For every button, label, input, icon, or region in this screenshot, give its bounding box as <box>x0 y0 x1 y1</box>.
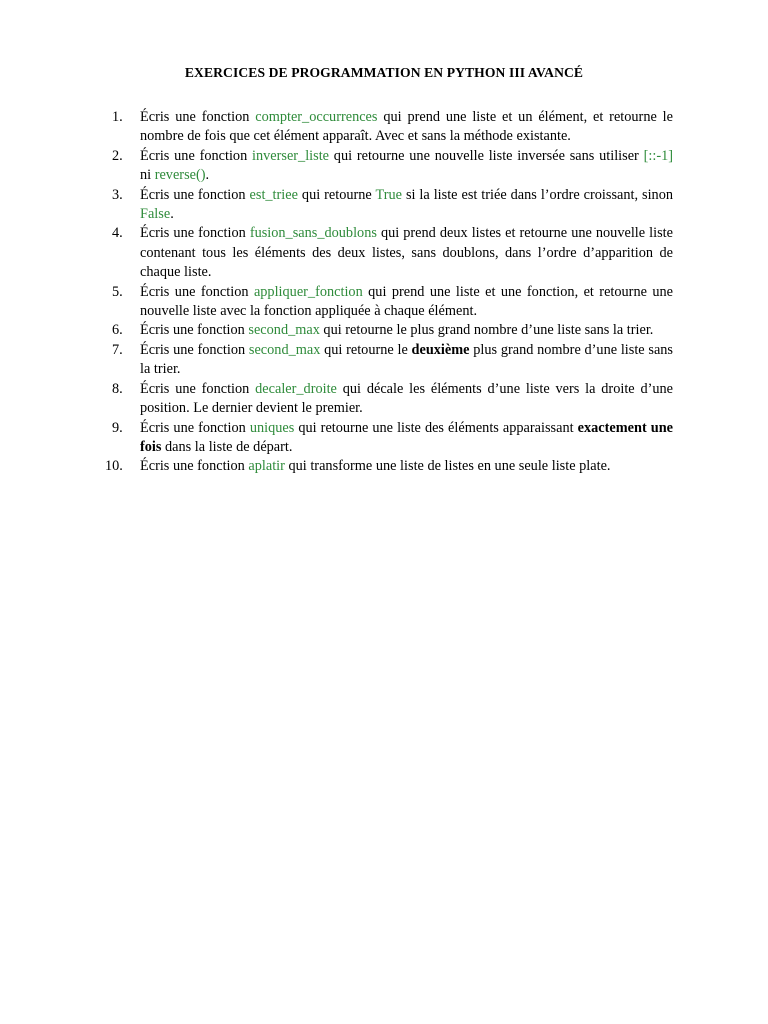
item-text: Écris une fonction <box>140 341 249 358</box>
exercise-item-5 <box>112 283 673 322</box>
function-name: aplatir <box>248 458 285 475</box>
exercise-item-6 <box>112 321 673 340</box>
code-snippet: [::-1] <box>643 147 673 164</box>
item-text: ni <box>140 167 155 184</box>
item-text: qui prend deux listes et retourne une nouvelle liste contenant tous les éléments des deux listes, sans doublons, dans l’ordre d’apparition de chaque liste. <box>140 225 673 281</box>
item-text: qui prend une liste et un élément, et retourne le nombre de fois que cet élément apparaît. Avec et sans la méthode existante. <box>140 109 673 145</box>
function-name: fusion_sans_doublons <box>249 225 377 242</box>
item-text: Écris une fonction <box>140 147 252 164</box>
exercise-item-4 <box>112 224 673 282</box>
item-number: 1. <box>112 109 123 125</box>
item-text: . <box>205 167 210 184</box>
function-name: decaler_droite <box>255 380 337 397</box>
item-number: 4. <box>112 225 123 242</box>
item-text: qui retourne le plus grand nombre d’une liste sans la trier. <box>319 322 654 339</box>
item-number: 9. <box>112 419 123 436</box>
code-snippet: reverse() <box>154 167 206 184</box>
item-number: 2. <box>112 147 123 164</box>
function-name: second_max <box>248 322 320 339</box>
item-text: Écris une fonction <box>140 283 254 300</box>
item-text: qui retourne <box>297 186 376 203</box>
exercise-item-2 <box>112 147 673 186</box>
item-number: 10. <box>105 458 123 475</box>
item-number: 6. <box>112 322 123 339</box>
exercise-list <box>105 108 674 477</box>
item-text: Écris une fonction <box>140 186 250 203</box>
item-text: dans la liste de départ. <box>161 438 293 455</box>
code-snippet: True <box>375 186 402 203</box>
item-text: qui retourne une nouvelle liste inversée sans utiliser <box>329 147 644 164</box>
item-text: Écris une fonction <box>140 419 250 436</box>
item-text: plus grand nombre d’une liste sans la trier. <box>140 341 673 378</box>
item-text: qui décale les éléments d’une liste vers la droite d’une position. Le dernier devient le premier. <box>140 380 674 417</box>
exercise-item-10 <box>105 457 673 476</box>
document-title: EXERCICES DE PROGRAMMATION EN PYTHON III AVANCÉ <box>184 65 584 80</box>
exercise-item-7 <box>112 341 673 380</box>
function-name: inverser_liste <box>252 147 330 164</box>
exercise-item-3 <box>112 186 674 225</box>
item-text: . <box>170 206 174 223</box>
item-text: Écris une fonction <box>140 109 256 125</box>
function-name: second_max <box>248 341 321 358</box>
emphasis-text: deuxième <box>411 341 470 358</box>
item-text: qui retourne une liste des éléments apparaissant <box>294 419 578 436</box>
exercise-item-1 <box>112 108 673 147</box>
function-name: compter_occurrences <box>255 109 378 125</box>
item-text: Écris une fonction <box>140 458 249 475</box>
code-snippet: False <box>140 206 171 223</box>
function-name: appliquer_fonction <box>253 283 363 300</box>
item-text: Écris une fonction <box>140 322 249 339</box>
item-text: qui transforme une liste de listes en une seule liste plate. <box>284 458 611 475</box>
item-text: qui prend une liste et une fonction, et retourne une nouvelle liste avec la fonction appliquée à chaque élément. <box>140 283 673 320</box>
item-number: 5. <box>112 283 123 300</box>
function-name: est_triee <box>249 186 298 203</box>
item-number: 3. <box>112 186 123 203</box>
item-text: qui retourne le <box>320 341 412 358</box>
emphasis-text: exactement une fois <box>140 419 674 455</box>
item-number: 7. <box>112 341 123 358</box>
item-text: Écris une fonction <box>140 380 256 397</box>
item-number: 8. <box>112 380 123 397</box>
item-text: Écris une fonction <box>140 225 250 242</box>
exercise-item-9 <box>112 419 674 458</box>
function-name: uniques <box>249 419 295 436</box>
exercise-item-8 <box>112 380 674 419</box>
item-text: si la liste est triée dans l’ordre croissant, sinon <box>401 186 674 203</box>
